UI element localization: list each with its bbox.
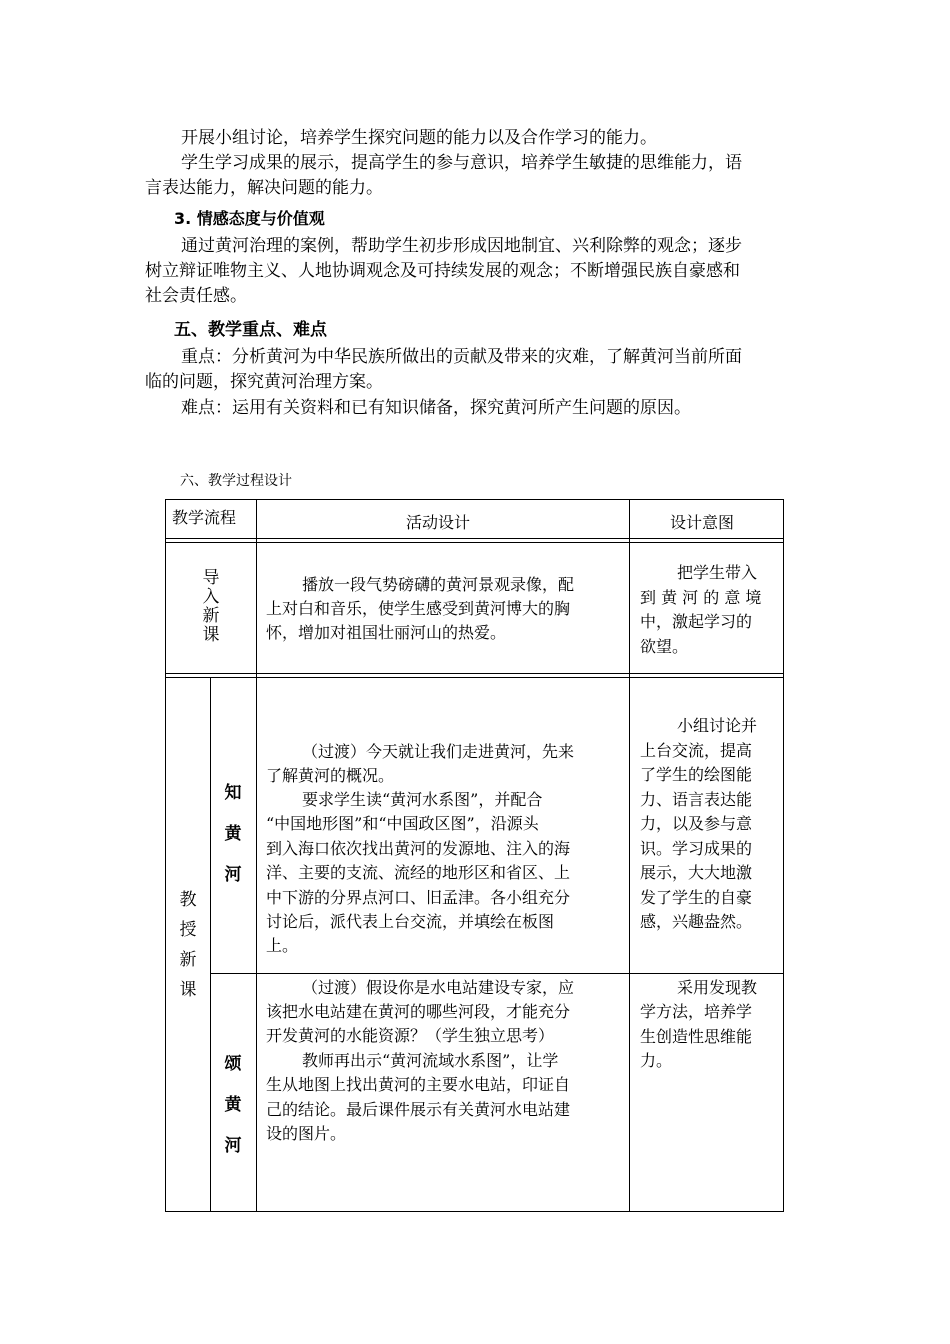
intro-label-char: 入 (202, 587, 220, 607)
intent-line: 把学生带入 (677, 563, 758, 582)
paragraph-group-discussion: 开展小组讨论，培养学生探究问题的能力以及合作学习的能力。 (181, 128, 657, 148)
activity-line: 要求学生读“黄河水系图”，并配合 (302, 790, 543, 809)
column-divider-activity (256, 499, 257, 1212)
activity-line: 教师再出示“黄河流域水系图”，让学 (302, 1051, 559, 1070)
zhi-label-char: 知 (224, 783, 242, 803)
teach-label-char: 教 (179, 890, 197, 910)
header-divider-1 (165, 538, 784, 539)
activity-line: 讨论后，派代表上台交流，并填绘在板图 (266, 912, 555, 931)
intent-line: 学方法，培养学 (640, 1002, 753, 1021)
paragraph-emotion-line1: 通过黄河治理的案例，帮助学生初步形成因地制宜、兴利除弊的观念；逐步 (181, 236, 742, 256)
table-border-right (783, 499, 784, 1212)
table-caption: 六、教学过程设计 (180, 473, 292, 489)
activity-line: 上对白和音乐，使学生感受到黄河博大的胸 (266, 599, 571, 618)
intro-divider-1 (165, 673, 784, 674)
activity-line: 了解黄河的概况。 (266, 766, 395, 785)
intent-line: 展示，大大地激 (640, 863, 753, 882)
zhi-label-char: 黄 (224, 824, 242, 844)
intro-label (196, 569, 226, 645)
paragraph-emotion-line2: 树立辩证唯物主义、人地协调观念及可持续发展的观念；不断增强民族自豪感和 (145, 261, 740, 281)
activity-line: 中下游的分界点河口、旧孟津。各小组充分 (266, 888, 571, 907)
header-process: 教学流程 (172, 508, 237, 527)
table-border-bottom (165, 1211, 784, 1212)
subrow-divider (210, 973, 784, 974)
heading-emotion-values: 3. 情感态度与价值观 (174, 209, 325, 228)
activity-line: 上。 (266, 936, 299, 955)
header-intent: 设计意图 (670, 513, 735, 532)
intent-line: 识。学习成果的 (640, 839, 753, 858)
zhi-label-char: 河 (224, 865, 242, 885)
teach-label-char: 授 (179, 920, 197, 940)
header-divider-2 (165, 542, 784, 543)
activity-line: 该把水电站建在黄河的哪些河段，才能充分 (266, 1002, 571, 1021)
activity-line: 设的图片。 (266, 1124, 347, 1143)
paragraph-difficulty: 难点：运用有关资料和已有知识储备，探究黄河所产生问题的原因。 (181, 398, 691, 418)
activity-line: “中国地形图”和“中国政区图”，沿源头 (266, 814, 539, 833)
paragraph-key-point-line1: 重点：分析黄河为中华民族所做出的贡献及带来的灾难，了解黄河当前所面 (181, 347, 742, 367)
activity-line: 洋、主要的支流、流经的地形区和省区、上 (266, 863, 571, 882)
paragraph-key-point-line2: 临的问题，探究黄河治理方案。 (145, 372, 383, 392)
activity-line: 播放一段气势磅礴的黄河景观录像，配 (302, 575, 575, 594)
column-divider-intent (629, 499, 630, 1212)
activity-line: 生从地图上找出黄河的主要水电站，印证自 (266, 1075, 571, 1094)
intent-line: 小组讨论并 (677, 716, 758, 735)
intent-line: 中，激起学习的 (640, 612, 753, 631)
activity-line: 开发黄河的水能资源？（学生独立思考） (266, 1026, 555, 1045)
song-huanghe-label (218, 1044, 248, 1167)
intent-line: 欲望。 (640, 637, 689, 656)
intro-divider-2 (165, 677, 784, 678)
intro-label-char: 新 (202, 606, 220, 626)
intent-line: 到 黄 河 的 意 境 (640, 588, 762, 607)
song-label-char: 黄 (224, 1095, 242, 1115)
intent-line: 力，以及参与意 (640, 814, 753, 833)
activity-line: 到入海口依次找出黄河的发源地、注入的海 (266, 839, 571, 858)
song-label-char: 河 (224, 1136, 242, 1156)
intro-label-char: 课 (202, 625, 220, 645)
song-label-char: 颂 (224, 1054, 242, 1074)
table-border-top (165, 499, 784, 500)
intent-line: 力。 (640, 1051, 673, 1070)
intent-line: 发了学生的自豪 (640, 888, 753, 907)
intent-line: 力、语言表达能 (640, 790, 753, 809)
intent-line: 上台交流，提高 (640, 741, 753, 760)
activity-line: （过渡）今天就让我们走进黄河，先来 (302, 742, 575, 761)
activity-line: 怀，增加对祖国壮丽河山的热爱。 (266, 623, 507, 642)
header-activity: 活动设计 (406, 513, 471, 532)
intro-label-char: 导 (202, 568, 220, 588)
intent-line: 采用发现教 (677, 978, 758, 997)
paragraph-achievement-line1: 学生学习成果的展示，提高学生的参与意识，培养学生敏捷的思维能力，语 (181, 153, 742, 173)
activity-line: （过渡）假设你是水电站建设专家，应 (302, 978, 575, 997)
heading-key-points: 五、教学重点、难点 (174, 320, 327, 340)
intent-line: 生创造性思维能 (640, 1027, 753, 1046)
teach-label-char: 新 (179, 950, 197, 970)
activity-line: 己的结论。最后课件展示有关黄河水电站建 (266, 1100, 571, 1119)
teach-label-char: 课 (179, 980, 197, 1000)
table-border-left (165, 499, 166, 1212)
intent-line: 感，兴趣盎然。 (640, 912, 753, 931)
column-divider-sublabel (210, 677, 211, 1212)
teach-label (173, 885, 203, 1005)
zhi-huanghe-label (218, 773, 248, 896)
paragraph-emotion-line3: 社会责任感。 (145, 286, 247, 306)
intent-line: 了学生的绘图能 (640, 765, 753, 784)
paragraph-achievement-line2: 言表达能力，解决问题的能力。 (145, 178, 383, 198)
